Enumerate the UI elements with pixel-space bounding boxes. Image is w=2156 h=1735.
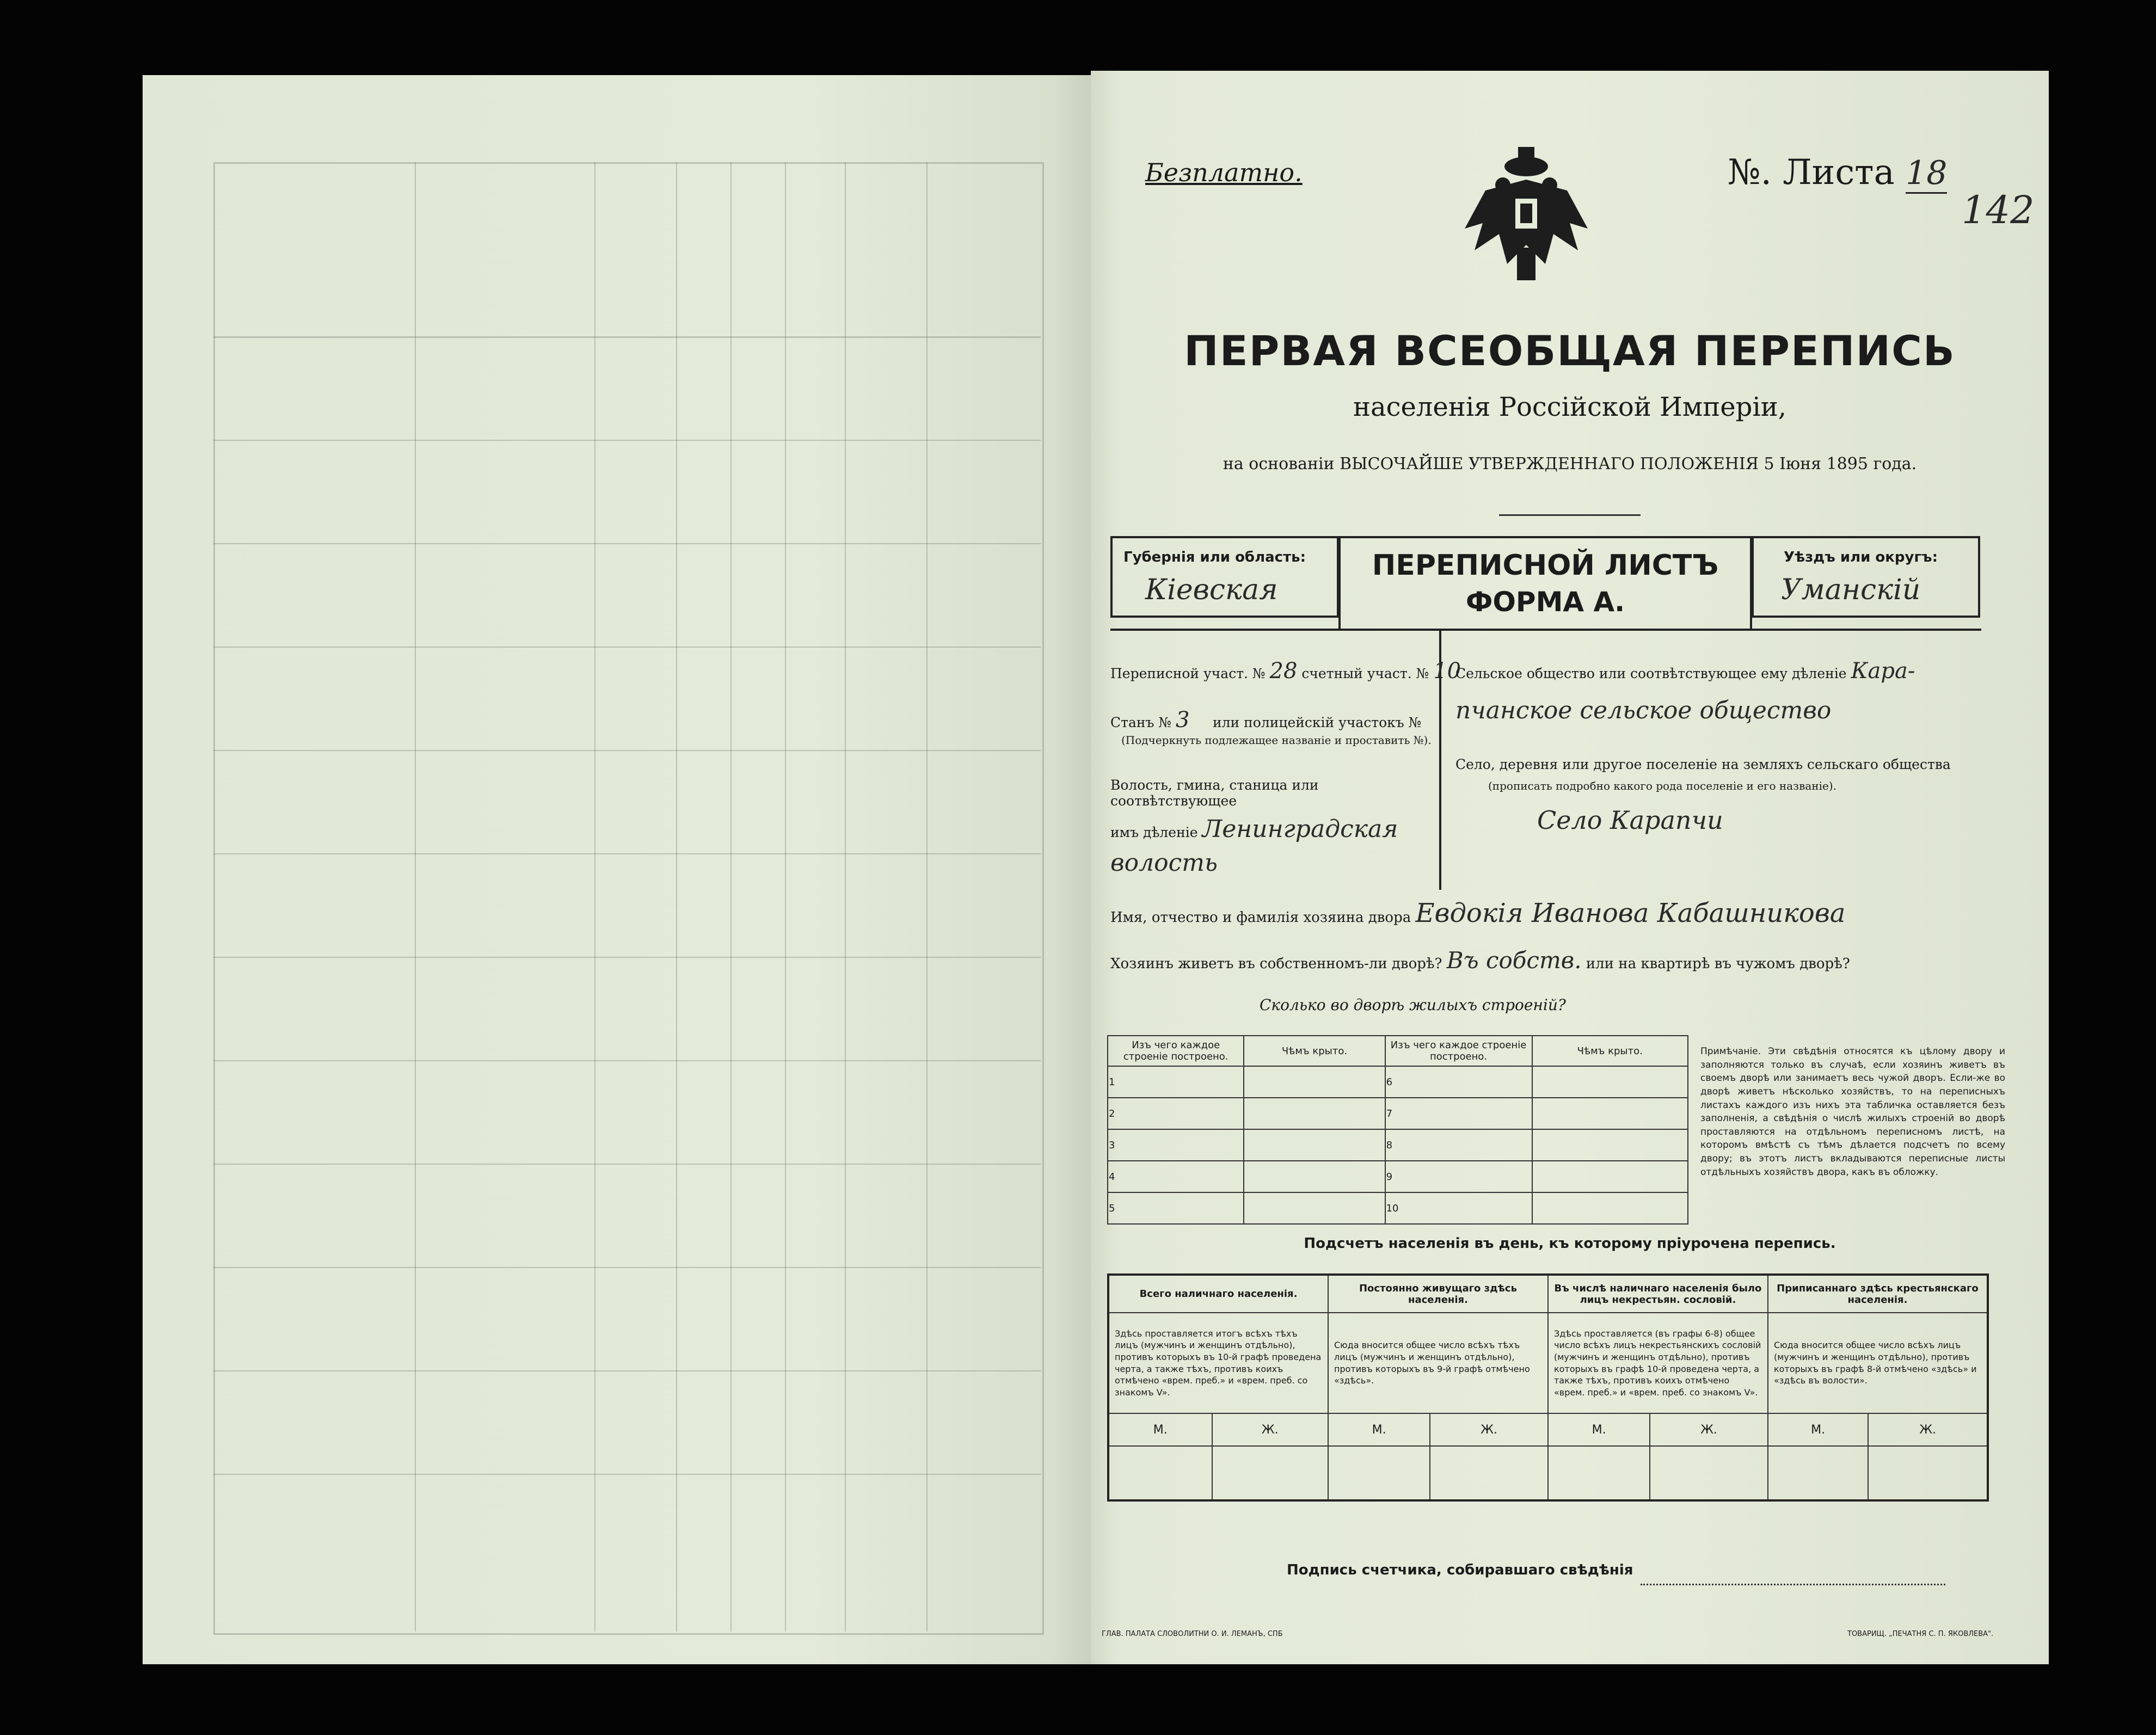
stan-value: 3 [1176, 707, 1190, 733]
society-label: Сельское общество или соотвѣтствующее ему дѣленіе [1455, 666, 1847, 681]
buildings-col-material-2: Изъ чего каждое строеніе построено. [1385, 1036, 1532, 1066]
count-section-value: 10 [1433, 659, 1461, 684]
basis-text: на основаніи ВЫСОЧАЙШЕ УТВЕРЖДЕННАГО ПОЛОЖЕНІЯ 5 Іюня 1895 года. [1223, 454, 1917, 473]
ghost-rule [213, 750, 1041, 751]
page-title: ПЕРВАЯ ВСЕОБЩАЯ ПЕРЕПИСЬ [1184, 327, 1956, 375]
society-row [1455, 659, 1915, 684]
count-col-m: М. [1108, 1413, 1212, 1446]
ghost-rule [213, 853, 1041, 854]
ghost-rule [213, 440, 1041, 441]
sheet-number-text: №. Листа [1728, 152, 1895, 193]
census-section-row [1110, 659, 1461, 684]
owner-value: Евдокія Иванова Кабашникова [1415, 898, 1846, 928]
volost-label-2: имъ дѣленіе [1110, 825, 1198, 840]
count-header-registered: Приписаннаго здѣсь крестьянскаго населенія. [1768, 1275, 1988, 1313]
ghost-rule [213, 543, 1041, 544]
society-value-2: пчанское сельское общество [1455, 697, 1832, 724]
count-header-total: Всего наличнаго населенія. [1108, 1275, 1328, 1313]
sheet-title-box [1338, 536, 1752, 629]
right-page [1091, 71, 2049, 1664]
volost-row [1110, 815, 1398, 843]
buildings-col-roof-2: Чѣмъ крыто. [1532, 1036, 1688, 1066]
free-label: Безплатно. [1145, 158, 1303, 187]
guberniya-label: Губернія или область: [1123, 549, 1306, 565]
sheet-title: ПЕРЕПИСНОЙ ЛИСТЪ [1372, 549, 1719, 582]
ghost-rule [213, 1474, 1041, 1475]
ghost-rule [845, 162, 846, 1632]
buildings-col-material: Изъ чего каждое строеніе построено. [1108, 1036, 1244, 1066]
signature-line [1641, 1584, 1945, 1585]
village-label: Село, деревня или другое поселеніе на земляхъ сельскаго общества [1455, 756, 1951, 772]
left-fields [1110, 642, 1461, 893]
guberniya-value: Кіевская [1145, 574, 1278, 606]
lives-tail: или на квартирѣ въ чужомъ дворѣ? [1586, 956, 1850, 972]
count-title: Подсчетъ населенія въ день, къ которому пріурочена перепись. [1304, 1235, 1836, 1252]
ghost-rule [676, 162, 677, 1632]
ghost-rule [213, 336, 1041, 338]
stan-row [1110, 707, 1421, 733]
owner-label: Имя, отчество и фамилія хозяина двора [1110, 909, 1411, 926]
census-section-label: Переписной участ. № [1110, 666, 1266, 681]
count-header-non-peasant: Въ числѣ наличнаго населенія было лицъ некрестьян. сословій. [1548, 1275, 1768, 1313]
ghost-rule [213, 1267, 1041, 1268]
buildings-row-num: 8 [1385, 1129, 1532, 1161]
count-col-f: Ж. [1650, 1413, 1768, 1446]
ghost-rule [213, 647, 1041, 648]
right-fields [1455, 642, 1989, 893]
field-area-top-rule [1110, 629, 1981, 631]
buildings-row-num: 9 [1385, 1161, 1532, 1192]
buildings-row-num: 3 [1108, 1129, 1244, 1161]
ghost-table-frame [213, 162, 1044, 1635]
village-value: Село Карапчи [1537, 805, 1723, 835]
buildings-col-roof: Чѣмъ крыто. [1244, 1036, 1385, 1066]
volost-value-2: волость [1110, 849, 1218, 877]
count-desc-permanent: Сюда вносится общее число всѣхъ тѣхъ лицъ (мужчинъ и женщинъ отдѣльно), противъ которыхъ въ 9-й графѣ отмѣчено «здѣсь». [1328, 1313, 1548, 1413]
buildings-row-num: 10 [1385, 1192, 1532, 1224]
ghost-rule [213, 957, 1041, 958]
uyezd-box [1752, 536, 1980, 618]
subtitle: населенія Россійской Имперіи, [1353, 392, 1786, 422]
ghost-rule [213, 1060, 1041, 1061]
sheet-number-value: 18 [1906, 154, 1947, 194]
ghost-rule [926, 162, 927, 1632]
buildings-row-num: 5 [1108, 1192, 1244, 1224]
buildings-row-num: 6 [1385, 1066, 1532, 1098]
uyezd-label: Уѣздъ или округъ: [1784, 549, 1938, 565]
double-headed-eagle-icon [1464, 147, 1589, 283]
uyezd-value: Уманскій [1781, 574, 1921, 606]
census-section-value: 28 [1269, 659, 1298, 684]
signature-label: Подпись счетчика, собиравшаго свѣдѣнія [1287, 1562, 1633, 1578]
stamp-number: 142 [1962, 188, 2035, 232]
count-col-f: Ж. [1430, 1413, 1548, 1446]
buildings-row-num: 1 [1108, 1066, 1244, 1098]
guberniya-box [1110, 536, 1339, 618]
ornament-divider [1499, 514, 1641, 516]
count-col-f: Ж. [1212, 1413, 1328, 1446]
volost-value: Ленинградская [1202, 815, 1398, 843]
note-text: Примѣчаніе. Эти свѣдѣнія относятся къ цѣлому двору и заполняются только въ случаѣ, если хозяинъ живетъ въ своемъ дворѣ или занимаетъ весь чужой дворъ. Если-же во дворѣ живетъ нѣсколько хозяйствъ, то на переписныхъ листахъ каждого изъ нихъ эта табличка оставляется безъ заполненія, а свѣдѣнія о числѣ жилыхъ строеній во дворѣ проставляются на отдѣльномъ переписномъ листѣ, на которомъ вмѣстѣ съ тѣмъ дѣлается подсчетъ по всему двору; въ этотъ листъ вкладываются переписные листы отдѣльныхъ хозяйствъ двора, какъ въ обложку. [1700, 1046, 2005, 1178]
village-note: (прописать подробно какого рода поселеніе и его названіе). [1488, 779, 1836, 792]
stan-label: Станъ № [1110, 715, 1172, 730]
owner-row [1110, 898, 2036, 928]
count-desc-non-peasant: Здѣсь проставляется (въ графы 6-8) общее число всѣхъ лицъ некрестьянскихъ сословій (мужчинъ и женщинъ отдѣльно), противъ которыхъ въ графѣ 10-й проведена черта, а также тѣхъ, противъ коихъ отмѣчено «врем. преб.» и «врем. преб. со знакомъ V». [1548, 1313, 1768, 1413]
sheet-number-label [1728, 152, 1947, 193]
count-desc-registered: Сюда вносится общее число всѣхъ лицъ (мужчинъ и женщинъ отдѣльно), противъ которыхъ въ графѣ 8-й отмѣчено «здѣсь» и «здѣсь въ волости». [1768, 1313, 1988, 1413]
count-col-m: М. [1328, 1413, 1430, 1446]
count-header-permanent: Постоянно живущаго здѣсь населенія. [1328, 1275, 1548, 1313]
count-col-m: М. [1768, 1413, 1868, 1446]
printer-left: ГЛАВ. ПАЛАТА СЛОВОЛИТНИ О. И. ЛЕМАНЪ, СПБ [1102, 1630, 1283, 1638]
ghost-rule [785, 162, 786, 1632]
count-desc-total: Здѣсь проставляется итогъ всѣхъ тѣхъ лицъ (мужчинъ и женщинъ отдѣльно), противъ которыхъ въ 10-й графѣ проведена черта, а также тѣхъ, противъ коихъ отмѣчено «врем. преб.» и «врем. преб. со знакомъ V». [1108, 1313, 1328, 1413]
ghost-rule [415, 162, 416, 1632]
buildings-table [1107, 1035, 1688, 1225]
lives-value: Въ собств. [1446, 947, 1582, 974]
lives-row [1110, 947, 1850, 974]
form-label: ФОРМА А. [1465, 586, 1625, 618]
ghost-rule [730, 162, 732, 1632]
ghost-rule [594, 162, 595, 1632]
society-value: Кара- [1851, 659, 1915, 684]
count-section-label: счетный участ. № [1301, 666, 1429, 681]
buildings-label: Сколько во дворѣ жилыхъ строеній? [1260, 996, 1566, 1014]
buildings-row-num: 4 [1108, 1161, 1244, 1192]
ghost-rule [213, 1164, 1041, 1165]
printer-right: ТОВАРИЩ. „ПЕЧАТНЯ С. П. ЯКОВЛЕВА". [1847, 1630, 1994, 1638]
police-label: или полицейскій участокъ № [1212, 715, 1422, 730]
volost-label: Волость, гмина, станица или соотвѣтствующее [1110, 777, 1319, 809]
count-col-m: М. [1548, 1413, 1650, 1446]
lives-label: Хозяинъ живетъ въ собственномъ-ли дворѣ? [1110, 956, 1442, 972]
buildings-row-num: 7 [1385, 1098, 1532, 1129]
buildings-row-num: 2 [1108, 1098, 1244, 1129]
ghost-rule [213, 1370, 1041, 1371]
count-table [1107, 1273, 1989, 1502]
count-col-f: Ж. [1868, 1413, 1988, 1446]
left-page [143, 75, 1091, 1664]
stan-note: (Подчеркнуть подлежащее названіе и проставить №). [1121, 734, 1432, 747]
